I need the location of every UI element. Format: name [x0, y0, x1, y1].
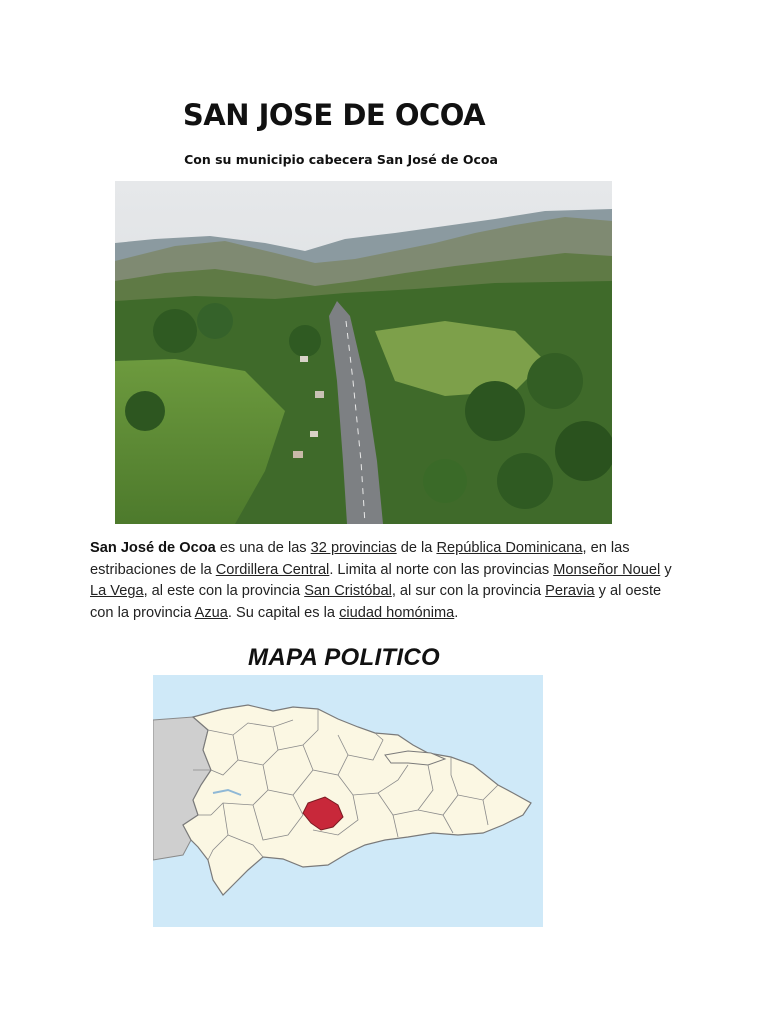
political-map — [153, 675, 543, 927]
text-fragment: . Su capital es la — [227, 605, 340, 622]
link-republica-dominicana[interactable]: República Dominicana — [436, 540, 583, 556]
text-fragment: , al este con la provincia — [143, 583, 305, 600]
page-title: SAN JOSE DE OCOA — [182, 98, 486, 132]
link-monsenor-nouel[interactable]: Monseñor Nouel — [553, 561, 661, 578]
link-cordillera-central[interactable]: Cordillera Central — [215, 561, 330, 578]
text-fragment: es una de las — [215, 540, 311, 556]
subject-name: San José de Ocoa — [90, 540, 216, 556]
text-fragment: . — [454, 605, 459, 622]
link-san-cristobal[interactable]: San Cristóbal — [304, 583, 392, 600]
text-fragment: de la — [396, 540, 437, 556]
intro-paragraph — [90, 538, 675, 625]
text-fragment: , al sur con la provincia — [391, 583, 546, 600]
text-fragment: . Limita al norte con las provincias — [329, 561, 554, 578]
page-subtitle: Con su municipio cabecera San José de Ocoa — [184, 152, 498, 167]
map-section-title: MAPA POLITICO — [248, 644, 440, 671]
link-ciudad-homonima[interactable]: ciudad homónima — [339, 605, 455, 622]
text-fragment: , en las estribaciones de la — [90, 540, 630, 578]
text-fragment: y — [660, 561, 672, 578]
link-32-provincias[interactable]: 32 provincias — [310, 540, 397, 556]
text-fragment: y al oeste con la provincia — [90, 583, 662, 622]
link-peravia[interactable]: Peravia — [545, 583, 595, 600]
link-azua[interactable]: Azua — [194, 605, 228, 622]
aerial-valley-road-photo — [115, 181, 612, 524]
link-la-vega[interactable]: La Vega — [90, 583, 144, 600]
